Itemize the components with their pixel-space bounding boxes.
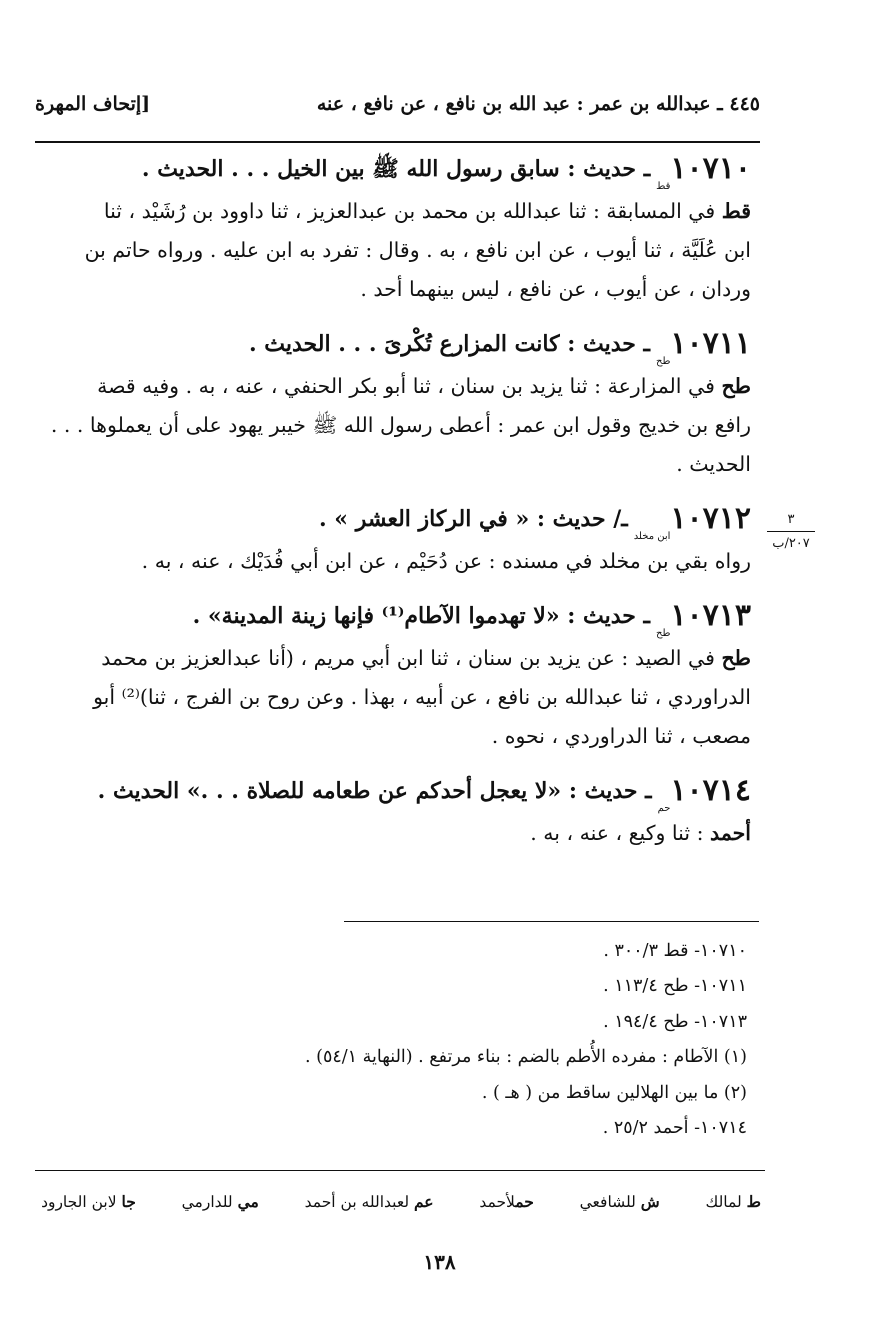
abbreviation-item: مي للدارمي xyxy=(181,1192,259,1211)
margin-folio: ٢٠٧/ب xyxy=(772,536,810,551)
entry-line: أحمد : ثنا وكيع ، عنه ، به . xyxy=(530,821,751,845)
entry-title: ـ حديث : سابق رسول الله ﷺ بين الخيل . . . الحديث . xyxy=(141,156,651,182)
entry-line: الحديث . xyxy=(676,452,751,476)
entry-title: ـ/ حديث : « في الركاز العشر » . xyxy=(318,506,628,532)
entry-line: ابن عُلَيَّة ، ثنا أيوب ، عن ابن نافع ، به . وقال : تفرد به ابن عليه . ورواه حاتم بن xyxy=(84,238,751,262)
entry-number: ١٠٧١١ xyxy=(670,326,751,361)
entry-line: طح في الصيد : عن يزيد بن سنان ، ثنا ابن أبي مريم ، (أنا عبدالعزيز بن محمد xyxy=(101,646,751,670)
abbreviation-item: ش للشافعي xyxy=(579,1192,660,1211)
entry-number: ١٠٧١٠ xyxy=(670,151,751,186)
entry-number: ١٠٧١٢ xyxy=(670,501,751,536)
entry-number: ١٠٧١٤ xyxy=(670,773,751,808)
abbreviation-key xyxy=(41,1192,761,1211)
main-text xyxy=(31,146,751,865)
footnotes xyxy=(107,934,747,1146)
header-title: ٤٤٥ ـ عبدالله بن عمر : عبد الله بن نافع ، عن نافع ، عنه xyxy=(316,93,760,115)
source-tag: طح xyxy=(656,356,671,367)
abbreviation-item: جا لابن الجارود xyxy=(41,1192,136,1211)
footnote-rule xyxy=(344,921,759,922)
entry-line: الدراوردي ، ثنا عبدالله بن نافع ، عن أبيه ، بهذا . وعن روح بن الفرج ، ثنا)⁽²⁾ أبو xyxy=(93,685,751,709)
entry-line: وردان ، عن أيوب ، عن نافع ، ليس بينهما أحد . xyxy=(360,277,751,301)
footnote-line: ١٠٧١٠- قط ٣٠٠/٣ . xyxy=(603,941,747,961)
hadith-entry xyxy=(31,593,751,756)
entry-title: ـ حديث : كانت المزارع تُكْرىَ . . . الحديث . xyxy=(248,331,650,357)
entry-line: رواه بقي بن مخلد في مسنده : عن دُحَيْم ، عن ابن أبي فُدَيْك ، عنه ، به . xyxy=(141,549,751,573)
entry-title: ـ حديث : «لا تهدموا الآطام⁽¹⁾ فإنها زينة المدينة» . xyxy=(192,603,650,629)
margin-note-number: ٣ xyxy=(787,512,795,527)
abbreviation-item: ط لمالك xyxy=(705,1192,761,1211)
entry-title: ـ حديث : «لا يعجل أحدكم عن طعامه للصلاة . . .» الحديث . xyxy=(97,778,652,804)
margin-note xyxy=(761,512,821,551)
entry-line: رافع بن خديج وقول ابن عمر : أعطى رسول الله ﷺ خيبر يهود على أن يعملوها . . . xyxy=(50,413,751,437)
margin-rule xyxy=(767,531,815,532)
hadith-entry xyxy=(31,768,751,853)
entry-heading xyxy=(31,146,751,192)
abbreviation-item: عم لعبدالله بن أحمد xyxy=(304,1192,434,1211)
footnote-line: ١٠٧١٤- أحمد ٢٥/٢ . xyxy=(602,1118,747,1139)
source-tag: قط xyxy=(656,181,671,192)
header-book-title: [إتحاف المهرة xyxy=(35,93,151,115)
entry-lead: قط xyxy=(721,199,751,223)
abbreviation-rule xyxy=(35,1170,765,1171)
source-tag: حم xyxy=(657,803,671,814)
entry-heading xyxy=(31,496,751,542)
source-tag: ابن مخلد xyxy=(633,531,671,542)
hadith-entry xyxy=(31,321,751,484)
entry-line: طح في المزارعة : ثنا يزيد بن سنان ، ثنا أبو بكر الحنفي ، عنه ، به . وفيه قصة xyxy=(97,374,751,398)
footnote-line: ١٠٧١٣- طح ١٩٤/٤ . xyxy=(603,1011,747,1032)
running-header xyxy=(35,84,760,124)
entry-lead: طح xyxy=(721,646,751,670)
entry-heading xyxy=(31,321,751,367)
abbreviation-item: حملأحمد xyxy=(479,1192,534,1211)
entry-line: مصعب ، ثنا الدراوردي ، نحوه . xyxy=(491,724,751,748)
entry-lead: طح xyxy=(721,374,751,398)
entry-heading xyxy=(31,768,751,814)
footnote-line: (١) الآطام : مفرده الأُطم بالضم : بناء مرتفع . (النهاية ٥٤/١) . xyxy=(305,1047,747,1068)
footnote-line: ١٠٧١١- طح ١١٣/٤ . xyxy=(603,976,747,997)
header-rule xyxy=(35,141,760,143)
entry-heading xyxy=(31,593,751,639)
source-tag: طح xyxy=(656,628,671,639)
entry-number: ١٠٧١٣ xyxy=(670,598,751,633)
footnote-line: (٢) ما بين الهلالين ساقط من ( هـ ) . xyxy=(481,1082,747,1103)
entry-line: قط في المسابقة : ثنا عبدالله بن محمد بن عبدالعزيز ، ثنا داوود بن رُشَيْد ، ثنا xyxy=(103,199,751,223)
page-number: ١٣٨ xyxy=(423,1250,456,1274)
hadith-entry xyxy=(31,146,751,309)
hadith-entry xyxy=(31,496,751,581)
entry-lead: أحمد xyxy=(710,821,751,845)
